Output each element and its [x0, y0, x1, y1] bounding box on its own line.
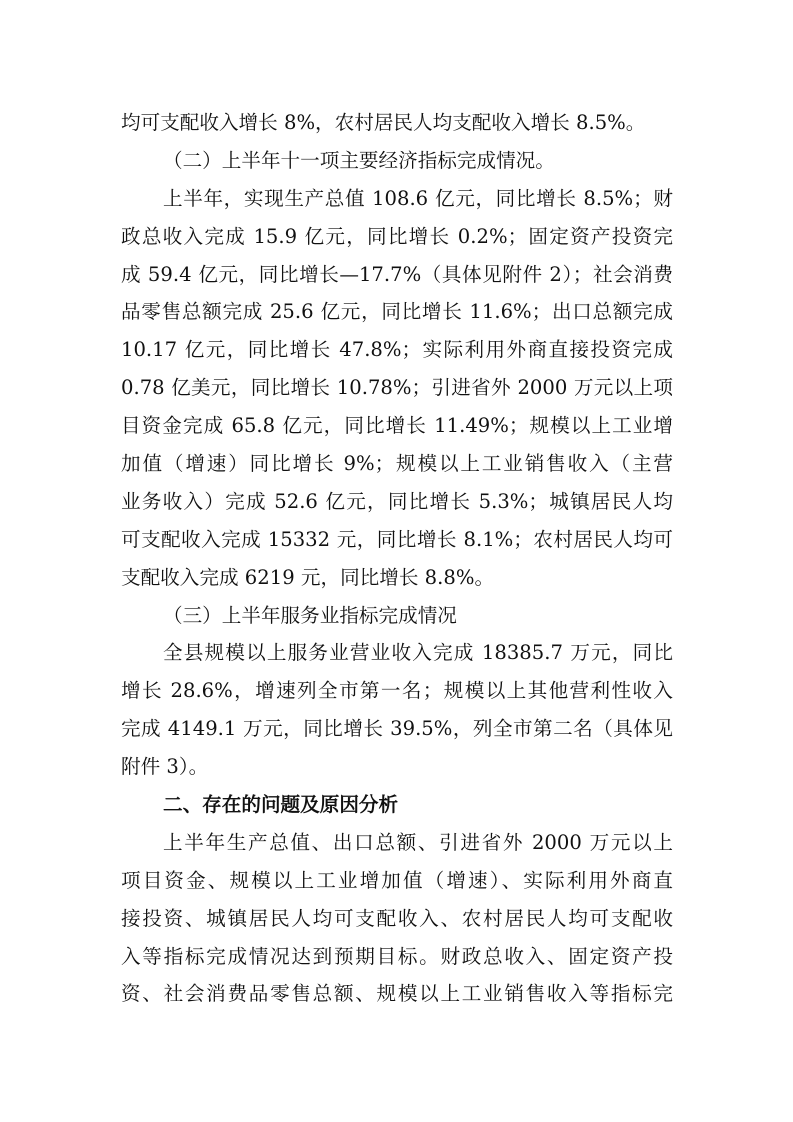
paragraph-line: 成 59.4 亿元，同比增长—17.7%（具体见附件 2）；社会消费	[121, 262, 673, 286]
paragraph-line: 均可支配收入增长 8%，农村居民人均支配收入增长 8.5%。	[121, 111, 646, 134]
subheading-section-3: （三）上半年服务业指标完成情况	[163, 603, 457, 627]
paragraph-line: 完成 4149.1 万元，同比增长 39.5%，列全市第二名（具体见	[121, 717, 673, 741]
paragraph-line: 项目资金、规模以上工业增加值（增速）、实际利用外商直	[121, 868, 673, 892]
document-page	[121, 104, 673, 1013]
paragraph-line: 目资金完成 65.8 亿元，同比增长 11.49%；规模以上工业增	[121, 414, 673, 438]
paragraph-line: 上半年生产总值、出口总额、引进省外 2000 万元以上	[163, 830, 673, 854]
paragraph-line: 业务收入）完成 52.6 亿元，同比增长 5.3%；城镇居民人均	[121, 489, 673, 513]
paragraph-line: 0.78 亿美元，同比增长 10.78%；引进省外 2000 万元以上项	[121, 376, 673, 400]
subheading-section-2: （二）上半年十一项主要经济指标完成情况。	[163, 148, 555, 172]
paragraph-line: 10.17 亿元，同比增长 47.8%；实际利用外商直接投资完成	[121, 338, 673, 362]
section-heading: 二、存在的问题及原因分析	[163, 793, 399, 817]
paragraph-line: 上半年，实现生产总值 108.6 亿元，同比增长 8.5%；财	[163, 186, 673, 210]
paragraph-line: 资、社会消费品零售总额、规模以上工业销售收入等指标完	[121, 982, 673, 1006]
paragraph-line: 入等指标完成情况达到预期目标。财政总收入、固定资产投	[121, 944, 673, 968]
paragraph-line: 增长 28.6%，增速列全市第一名；规模以上其他营利性收入	[121, 679, 673, 703]
paragraph-line: 加值（增速）同比增长 9%；规模以上工业销售收入（主营	[121, 452, 673, 476]
paragraph-line: 接投资、城镇居民人均可支配收入、农村居民人均可支配收	[121, 906, 673, 930]
paragraph-line: 政总收入完成 15.9 亿元，同比增长 0.2%；固定资产投资完	[121, 224, 673, 248]
paragraph-line: 可支配收入完成 15332 元，同比增长 8.1%；农村居民人均可	[121, 527, 673, 551]
paragraph-line: 支配收入完成 6219 元，同比增长 8.8%。	[121, 565, 495, 589]
paragraph-line: 品零售总额完成 25.6 亿元，同比增长 11.6%；出口总额完成	[121, 300, 673, 324]
paragraph-line: 全县规模以上服务业营业收入完成 18385.7 万元，同比	[163, 641, 673, 665]
paragraph-line: 附件 3）。	[121, 755, 209, 779]
